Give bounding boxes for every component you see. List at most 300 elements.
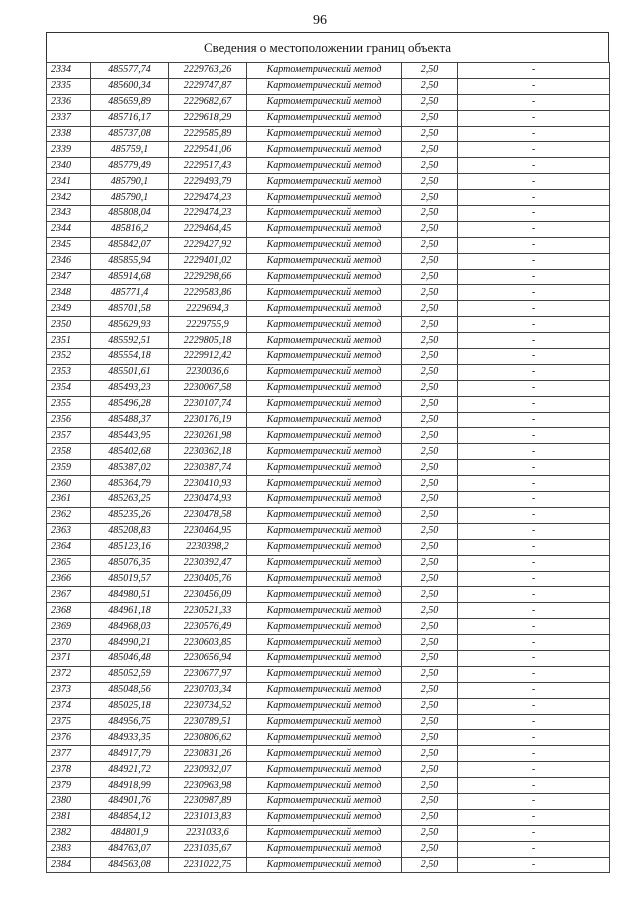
coordinate-y: 2230067,58 [169,380,247,396]
table-row [47,78,610,94]
coordinate-y: 2229763,26 [169,63,247,79]
note-value: - [458,269,610,285]
point-number: 2379 [47,778,91,794]
accuracy-value: 2,50 [402,650,458,666]
note-value: - [458,603,610,619]
point-number: 2361 [47,492,91,508]
table-row [47,714,610,730]
accuracy-value: 2,50 [402,301,458,317]
coordinate-y: 2230987,89 [169,793,247,809]
accuracy-value: 2,50 [402,444,458,460]
coordinate-y: 2230677,97 [169,666,247,682]
note-value: - [458,555,610,571]
table-row [47,237,610,253]
point-number: 2372 [47,666,91,682]
coordinate-y: 2230398,2 [169,539,247,555]
table-row [47,301,610,317]
accuracy-value: 2,50 [402,778,458,794]
coordinate-y: 2229682,67 [169,94,247,110]
note-value: - [458,444,610,460]
coordinate-y: 2231033,6 [169,825,247,841]
table-row [47,635,610,651]
note-value: - [458,539,610,555]
note-value: - [458,825,610,841]
point-number: 2383 [47,841,91,857]
accuracy-value: 2,50 [402,682,458,698]
accuracy-value: 2,50 [402,730,458,746]
table-row [47,571,610,587]
coordinate-x: 485048,56 [91,682,169,698]
table-row [47,555,610,571]
note-value: - [458,349,610,365]
accuracy-value: 2,50 [402,428,458,444]
point-number: 2343 [47,206,91,222]
coordinate-x: 485402,68 [91,444,169,460]
table-row [47,460,610,476]
method-label: Картометрический метод [247,126,402,142]
coordinate-y: 2230176,19 [169,412,247,428]
note-value: - [458,682,610,698]
coordinate-x: 485364,79 [91,476,169,492]
note-value: - [458,412,610,428]
point-number: 2384 [47,857,91,873]
point-number: 2360 [47,476,91,492]
note-value: - [458,221,610,237]
method-label: Картометрический метод [247,158,402,174]
table-row [47,809,610,825]
coordinate-y: 2230261,98 [169,428,247,444]
note-value: - [458,317,610,333]
coordinate-y: 2230734,52 [169,698,247,714]
coordinate-x: 485235,26 [91,507,169,523]
method-label: Картометрический метод [247,746,402,762]
method-label: Картометрический метод [247,460,402,476]
method-label: Картометрический метод [247,539,402,555]
note-value: - [458,190,610,206]
table-row [47,492,610,508]
accuracy-value: 2,50 [402,539,458,555]
point-number: 2342 [47,190,91,206]
accuracy-value: 2,50 [402,857,458,873]
method-label: Картометрический метод [247,206,402,222]
note-value: - [458,857,610,873]
method-label: Картометрический метод [247,603,402,619]
coordinate-y: 2230789,51 [169,714,247,730]
point-number: 2336 [47,94,91,110]
method-label: Картометрический метод [247,412,402,428]
table-row [47,380,610,396]
coordinate-x: 484933,35 [91,730,169,746]
table-row [47,174,610,190]
coordinate-x: 485779,49 [91,158,169,174]
coordinate-x: 485025,18 [91,698,169,714]
coordinate-x: 485790,1 [91,174,169,190]
coordinate-x: 484854,12 [91,809,169,825]
accuracy-value: 2,50 [402,587,458,603]
point-number: 2350 [47,317,91,333]
coordinate-y: 2230806,62 [169,730,247,746]
coordinate-x: 485759,1 [91,142,169,158]
point-number: 2334 [47,63,91,79]
note-value: - [458,237,610,253]
point-number: 2358 [47,444,91,460]
table-row [47,730,610,746]
note-value: - [458,428,610,444]
point-number: 2375 [47,714,91,730]
point-number: 2356 [47,412,91,428]
point-number: 2344 [47,221,91,237]
note-value: - [458,809,610,825]
coordinate-y: 2229427,92 [169,237,247,253]
table-row [47,190,610,206]
method-label: Картометрический метод [247,507,402,523]
method-label: Картометрический метод [247,285,402,301]
point-number: 2355 [47,396,91,412]
accuracy-value: 2,50 [402,476,458,492]
point-number: 2357 [47,428,91,444]
table-row [47,587,610,603]
method-label: Картометрический метод [247,730,402,746]
table-row [47,666,610,682]
coordinate-x: 485855,94 [91,253,169,269]
method-label: Картометрический метод [247,444,402,460]
coordinate-y: 2229694,3 [169,301,247,317]
table-row [47,158,610,174]
coordinate-y: 2230603,85 [169,635,247,651]
coordinate-x: 485496,28 [91,396,169,412]
note-value: - [458,142,610,158]
coordinate-y: 2229493,79 [169,174,247,190]
method-label: Картометрический метод [247,793,402,809]
method-label: Картометрический метод [247,523,402,539]
method-label: Картометрический метод [247,63,402,79]
point-number: 2370 [47,635,91,651]
table-row [47,698,610,714]
accuracy-value: 2,50 [402,666,458,682]
method-label: Картометрический метод [247,190,402,206]
table-row [47,269,610,285]
method-label: Картометрический метод [247,221,402,237]
point-number: 2371 [47,650,91,666]
note-value: - [458,778,610,794]
method-label: Картометрический метод [247,476,402,492]
point-number: 2339 [47,142,91,158]
method-label: Картометрический метод [247,110,402,126]
accuracy-value: 2,50 [402,523,458,539]
coordinate-x: 484980,51 [91,587,169,603]
point-number: 2351 [47,333,91,349]
note-value: - [458,110,610,126]
coordinate-x: 484801,9 [91,825,169,841]
method-label: Картометрический метод [247,619,402,635]
note-value: - [458,587,610,603]
coordinate-y: 2229464,45 [169,221,247,237]
method-label: Картометрический метод [247,317,402,333]
coordinate-x: 485046,48 [91,650,169,666]
method-label: Картометрический метод [247,650,402,666]
accuracy-value: 2,50 [402,364,458,380]
coordinate-x: 485208,83 [91,523,169,539]
accuracy-value: 2,50 [402,190,458,206]
table-row [47,539,610,555]
accuracy-value: 2,50 [402,317,458,333]
point-number: 2374 [47,698,91,714]
table-row [47,349,610,365]
accuracy-value: 2,50 [402,746,458,762]
accuracy-value: 2,50 [402,714,458,730]
accuracy-value: 2,50 [402,78,458,94]
table-row [47,793,610,809]
table-row [47,94,610,110]
point-number: 2341 [47,174,91,190]
coordinate-x: 485263,25 [91,492,169,508]
boundary-document [46,32,609,873]
table-row [47,762,610,778]
note-value: - [458,746,610,762]
method-label: Картометрический метод [247,635,402,651]
point-number: 2363 [47,523,91,539]
coordinate-x: 485554,18 [91,349,169,365]
note-value: - [458,619,610,635]
point-number: 2345 [47,237,91,253]
coordinate-x: 484901,76 [91,793,169,809]
note-value: - [458,793,610,809]
table-title: Сведения о местоположении границ объекта [46,32,609,62]
method-label: Картометрический метод [247,682,402,698]
point-number: 2366 [47,571,91,587]
method-label: Картометрический метод [247,174,402,190]
coordinate-x: 485842,07 [91,237,169,253]
coordinate-y: 2230932,07 [169,762,247,778]
table-row [47,778,610,794]
accuracy-value: 2,50 [402,206,458,222]
accuracy-value: 2,50 [402,221,458,237]
note-value: - [458,301,610,317]
point-number: 2373 [47,682,91,698]
point-number: 2378 [47,762,91,778]
coordinate-x: 485716,17 [91,110,169,126]
accuracy-value: 2,50 [402,110,458,126]
coordinate-y: 2229474,23 [169,206,247,222]
method-label: Картометрический метод [247,492,402,508]
coordinate-y: 2230656,94 [169,650,247,666]
table-row [47,126,610,142]
table-row [47,857,610,873]
coordinate-y: 2230703,34 [169,682,247,698]
accuracy-value: 2,50 [402,555,458,571]
table-row [47,412,610,428]
table-row [47,746,610,762]
table-row [47,841,610,857]
coordinate-x: 485808,04 [91,206,169,222]
method-label: Картометрический метод [247,301,402,317]
method-label: Картометрический метод [247,142,402,158]
coordinate-x: 484917,79 [91,746,169,762]
note-value: - [458,730,610,746]
coordinate-y: 2230362,18 [169,444,247,460]
coordinate-y: 2231022,75 [169,857,247,873]
point-number: 2362 [47,507,91,523]
point-number: 2380 [47,793,91,809]
accuracy-value: 2,50 [402,492,458,508]
table-row [47,396,610,412]
method-label: Картометрический метод [247,349,402,365]
note-value: - [458,174,610,190]
coordinate-x: 485790,1 [91,190,169,206]
note-value: - [458,476,610,492]
coordinate-x: 485076,35 [91,555,169,571]
coordinate-x: 485737,08 [91,126,169,142]
point-number: 2369 [47,619,91,635]
coordinate-x: 485019,57 [91,571,169,587]
accuracy-value: 2,50 [402,349,458,365]
point-number: 2353 [47,364,91,380]
coordinate-y: 2230036,6 [169,364,247,380]
point-number: 2382 [47,825,91,841]
method-label: Картометрический метод [247,237,402,253]
method-label: Картометрический метод [247,78,402,94]
coordinate-y: 2229912,42 [169,349,247,365]
method-label: Картометрический метод [247,253,402,269]
accuracy-value: 2,50 [402,333,458,349]
point-number: 2377 [47,746,91,762]
coordinate-x: 484563,08 [91,857,169,873]
method-label: Картометрический метод [247,333,402,349]
point-number: 2346 [47,253,91,269]
point-number: 2368 [47,603,91,619]
point-number: 2347 [47,269,91,285]
coordinate-y: 2229517,43 [169,158,247,174]
coordinate-x: 485577,74 [91,63,169,79]
method-label: Картометрический метод [247,587,402,603]
coordinate-y: 2230521,33 [169,603,247,619]
note-value: - [458,666,610,682]
table-row [47,619,610,635]
note-value: - [458,571,610,587]
coordinate-y: 2229618,29 [169,110,247,126]
coordinate-y: 2230410,93 [169,476,247,492]
table-row [47,682,610,698]
method-label: Картометрический метод [247,714,402,730]
table-row [47,317,610,333]
method-label: Картометрический метод [247,555,402,571]
coordinate-x: 485052,59 [91,666,169,682]
coordinate-y: 2230831,26 [169,746,247,762]
method-label: Картометрический метод [247,825,402,841]
note-value: - [458,364,610,380]
note-value: - [458,841,610,857]
table-row [47,63,610,79]
page-number: 96 [313,13,327,28]
method-label: Картометрический метод [247,94,402,110]
point-number: 2364 [47,539,91,555]
point-number: 2381 [47,809,91,825]
coordinate-y: 2230456,09 [169,587,247,603]
coordinate-y: 2229805,18 [169,333,247,349]
note-value: - [458,126,610,142]
coordinate-x: 485600,34 [91,78,169,94]
note-value: - [458,253,610,269]
table-row [47,364,610,380]
coordinate-x: 485914,68 [91,269,169,285]
accuracy-value: 2,50 [402,396,458,412]
note-value: - [458,460,610,476]
note-value: - [458,206,610,222]
method-label: Картометрический метод [247,396,402,412]
method-label: Картометрический метод [247,857,402,873]
coordinate-y: 2229401,02 [169,253,247,269]
point-number: 2340 [47,158,91,174]
accuracy-value: 2,50 [402,603,458,619]
coordinate-x: 484956,75 [91,714,169,730]
accuracy-value: 2,50 [402,571,458,587]
point-number: 2367 [47,587,91,603]
coordinate-x: 484921,72 [91,762,169,778]
accuracy-value: 2,50 [402,63,458,79]
coordinate-x: 485592,51 [91,333,169,349]
point-number: 2349 [47,301,91,317]
coordinate-x: 485629,93 [91,317,169,333]
note-value: - [458,523,610,539]
table-row [47,253,610,269]
note-value: - [458,158,610,174]
point-number: 2337 [47,110,91,126]
method-label: Картометрический метод [247,571,402,587]
point-number: 2376 [47,730,91,746]
accuracy-value: 2,50 [402,762,458,778]
method-label: Картометрический метод [247,666,402,682]
note-value: - [458,714,610,730]
accuracy-value: 2,50 [402,635,458,651]
coordinate-y: 2231035,67 [169,841,247,857]
method-label: Картометрический метод [247,364,402,380]
table-row [47,444,610,460]
accuracy-value: 2,50 [402,619,458,635]
accuracy-value: 2,50 [402,809,458,825]
coordinate-x: 484918,99 [91,778,169,794]
coordinate-y: 2229755,9 [169,317,247,333]
coordinate-y: 2230387,74 [169,460,247,476]
method-label: Картометрический метод [247,428,402,444]
coordinate-y: 2230576,49 [169,619,247,635]
coordinate-y: 2230963,98 [169,778,247,794]
accuracy-value: 2,50 [402,412,458,428]
table-row [47,142,610,158]
accuracy-value: 2,50 [402,174,458,190]
point-number: 2354 [47,380,91,396]
note-value: - [458,650,610,666]
coordinate-y: 2231013,83 [169,809,247,825]
table-row [47,476,610,492]
method-label: Картометрический метод [247,778,402,794]
accuracy-value: 2,50 [402,94,458,110]
method-label: Картометрический метод [247,269,402,285]
point-number: 2359 [47,460,91,476]
coordinate-x: 484763,07 [91,841,169,857]
coordinate-x: 485123,16 [91,539,169,555]
note-value: - [458,380,610,396]
note-value: - [458,635,610,651]
method-label: Картометрический метод [247,698,402,714]
point-number: 2352 [47,349,91,365]
coordinate-y: 2229585,89 [169,126,247,142]
coordinate-y: 2229298,66 [169,269,247,285]
table-row [47,221,610,237]
point-number: 2365 [47,555,91,571]
note-value: - [458,333,610,349]
accuracy-value: 2,50 [402,793,458,809]
coordinate-x: 485501,61 [91,364,169,380]
